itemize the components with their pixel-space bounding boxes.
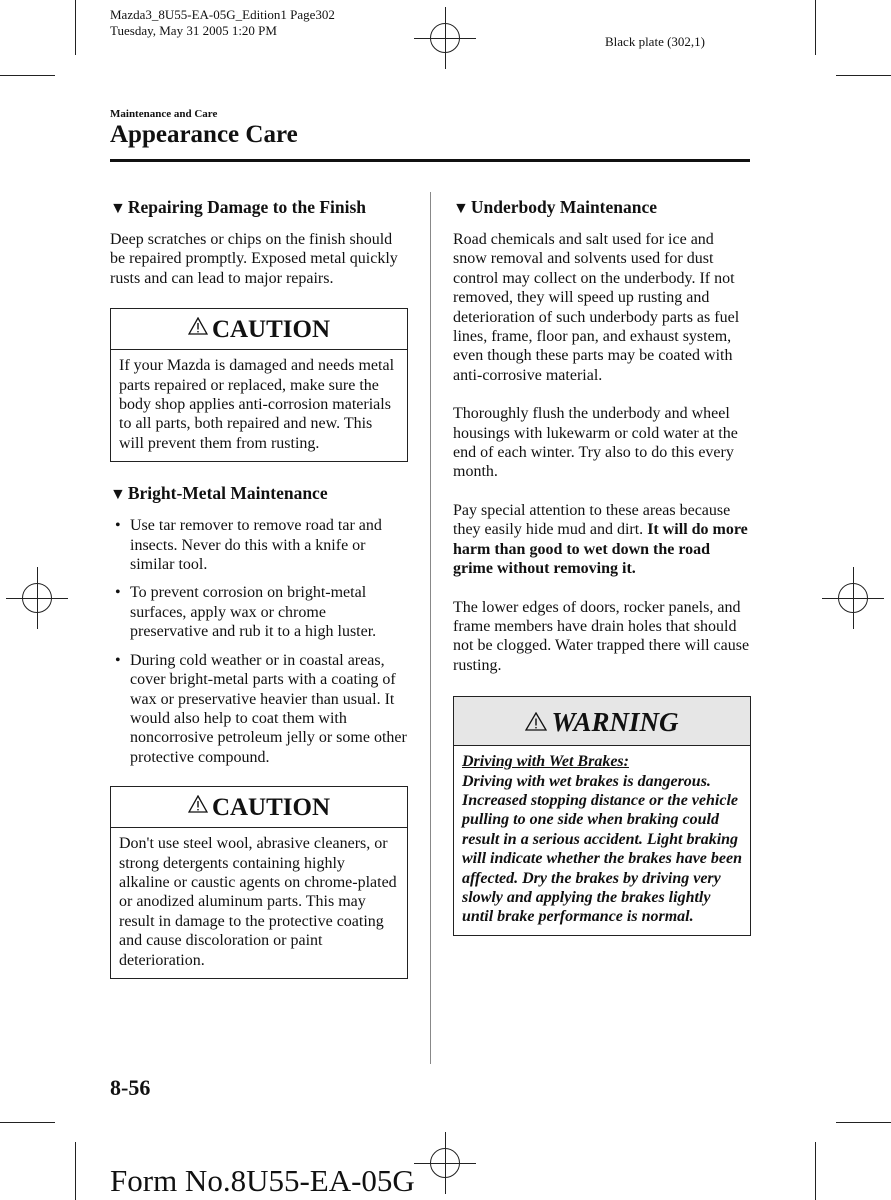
paragraph: The lower edges of doors, rocker panels, and frame members have drain holes that should not be clogged. Water trapped there will cause rusting. bbox=[453, 598, 750, 674]
crop-mark bbox=[836, 1122, 891, 1123]
column-divider bbox=[430, 192, 431, 1064]
caution-header: CAUTION bbox=[111, 787, 407, 828]
caution-body: Don't use steel wool, abrasive cleaners, or strong detergents containing highly alkaline or caustic agents on chrome-plated or anodized aluminum parts. This may result in damage to the protective coating and cause discoloration or paint deterioration. bbox=[119, 835, 397, 969]
print-file-line: Mazda3_8U55-EA-05G_Edition1 Page302 bbox=[110, 7, 335, 22]
crop-mark bbox=[0, 1122, 55, 1123]
caution-body: If your Mazda is damaged and needs metal parts repaired or replaced, make sure the body shop applies anti-corrosion materials to all parts, both repaired and new. This will prevent them from rusting. bbox=[119, 357, 395, 452]
crop-mark bbox=[815, 0, 816, 55]
crop-mark bbox=[836, 75, 891, 76]
title-rule bbox=[110, 159, 750, 162]
warning-triangle-icon bbox=[525, 697, 547, 747]
bullet-icon: • bbox=[115, 651, 121, 669]
paragraph: Road chemicals and salt used for ice and snow removal and solvents used for dust control may collect on the underbody. If not removed, they will speed up rusting and deterioration of such underbody parts as fuel lines, frame, floor pan, and exhaust system, even though these parts may be coated with anti-corrosive material. bbox=[453, 231, 740, 384]
print-date-line: Tuesday, May 31 2005 1:20 PM bbox=[110, 23, 277, 38]
bullet-icon: • bbox=[115, 584, 121, 602]
section-heading-bright-metal: ▼ Bright-Metal Maintenance bbox=[110, 483, 328, 504]
print-plate: Black plate (302,1) bbox=[605, 34, 705, 49]
crop-mark bbox=[75, 1142, 76, 1200]
list-item: • To prevent corrosion on bright-metal surfaces, apply wax or chrome preservative and rub it to a high luster. bbox=[115, 584, 377, 641]
list-item: • Use tar remover to remove road tar and insects. Never do this with a knife or similar tool. bbox=[115, 517, 382, 574]
right-column bbox=[453, 196, 751, 956]
warning-triangle-icon bbox=[188, 307, 208, 349]
warning-box bbox=[453, 696, 751, 936]
list-item: • During cold weather or in coastal areas, cover bright-metal parts with a coating of wax or preservative heavier than usual. It would also help to coat them with noncorrosive petroleum jelly or some other protective compound. bbox=[115, 651, 407, 766]
crop-mark bbox=[815, 1142, 816, 1200]
page-title: Appearance Care bbox=[110, 121, 298, 148]
section-heading-underbody: ▼ Underbody Maintenance bbox=[453, 197, 658, 217]
section-label: Maintenance and Care bbox=[110, 108, 218, 120]
warning-header: WARNING bbox=[454, 697, 750, 746]
crop-mark bbox=[75, 0, 76, 55]
caution-header: CAUTION bbox=[111, 309, 407, 350]
page-number: 8-56 bbox=[110, 1075, 151, 1100]
crop-mark bbox=[0, 75, 55, 76]
warning-title: Driving with Wet Brakes: bbox=[462, 753, 629, 771]
paragraph: Thoroughly flush the underbody and wheel housings with lukewarm or cold water at the end of each winter. Try also to do this every month. bbox=[453, 405, 738, 481]
warning-body bbox=[454, 746, 750, 935]
caution-box bbox=[110, 308, 408, 462]
triangle-marker-icon: ▼ bbox=[110, 486, 126, 504]
warning-text: Driving with wet brakes is dangerous. Increased stopping distance or the vehicle pulling to one side when braking could result in a serious accident. Light braking will indicate whether the brakes have been affected. Dry the brakes by driving very slowly and applying the brakes lightly until brake performance is normal. bbox=[462, 772, 742, 926]
section-heading-repairing: ▼ Repairing Damage to the Finish bbox=[110, 197, 367, 217]
triangle-marker-icon: ▼ bbox=[453, 200, 469, 217]
paragraph: Deep scratches or chips on the finish should be repaired promptly. Exposed metal quickly rusts and can lead to major repairs. bbox=[110, 231, 398, 287]
form-number: Form No.8U55-EA-05G bbox=[110, 1163, 415, 1198]
bullet-list bbox=[110, 516, 408, 767]
caution-box bbox=[110, 786, 408, 979]
left-column bbox=[110, 196, 408, 999]
emphasis-text: It will do more harm than good to wet down the road grime without removing it. bbox=[453, 521, 748, 578]
paragraph: Pay special attention to these areas because they easily hide mud and dirt. It will do more harm than good to wet down the road grime without removing it. bbox=[453, 501, 748, 578]
bullet-icon: • bbox=[115, 517, 121, 535]
triangle-marker-icon: ▼ bbox=[110, 200, 126, 217]
warning-triangle-icon bbox=[188, 785, 208, 827]
